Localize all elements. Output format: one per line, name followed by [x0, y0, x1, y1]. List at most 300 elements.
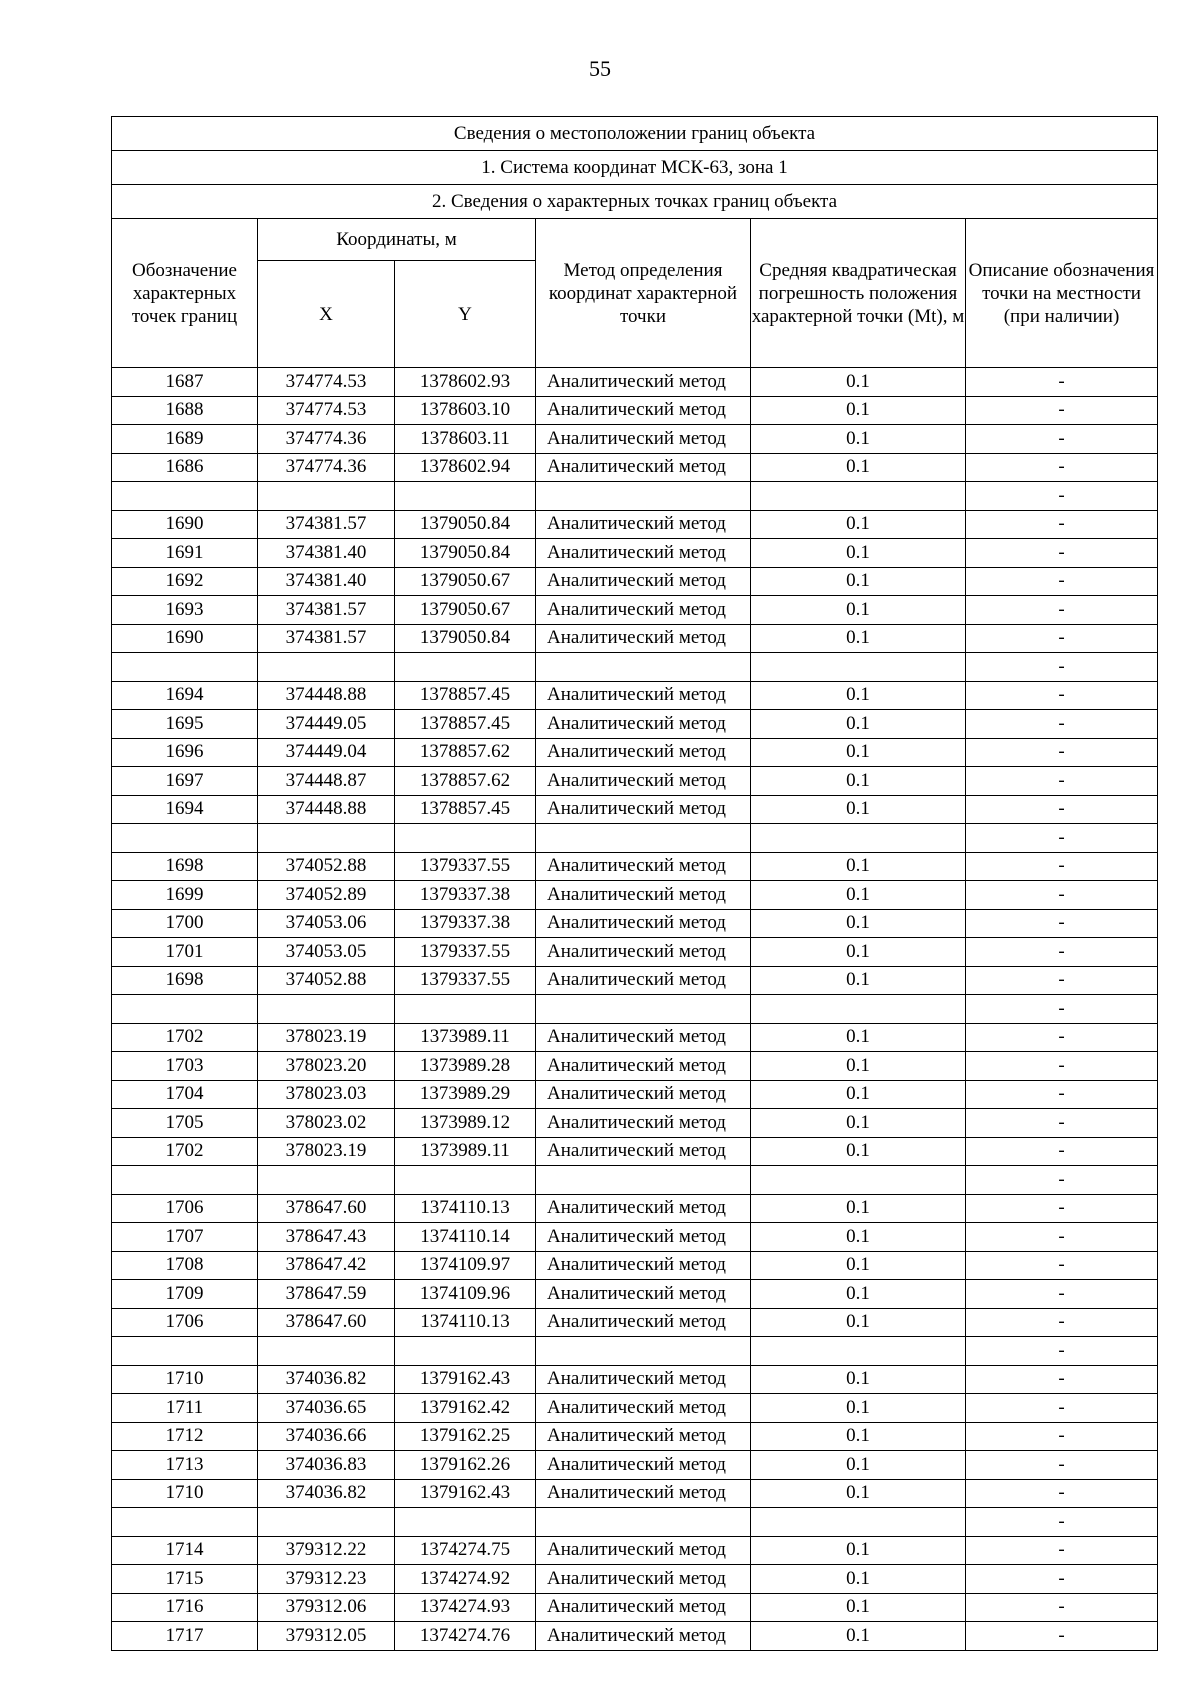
cell-mean-error: 0.1 — [751, 681, 966, 710]
cell-mean-error: 0.1 — [751, 795, 966, 824]
cell-method — [536, 1508, 751, 1537]
table-row — [112, 881, 1158, 910]
cell-point-number: 1690 — [112, 624, 258, 653]
cell-point-number: 1702 — [112, 1137, 258, 1166]
cell-y-coordinate: 1374109.96 — [395, 1280, 536, 1309]
cell-description: - — [966, 1508, 1158, 1537]
cell-x-coordinate: 374052.88 — [258, 852, 395, 881]
cell-x-coordinate: 378647.43 — [258, 1223, 395, 1252]
cell-y-coordinate: 1379162.43 — [395, 1479, 536, 1508]
cell-x-coordinate: 374036.83 — [258, 1451, 395, 1480]
cell-point-number — [112, 1508, 258, 1537]
cell-description: - — [966, 795, 1158, 824]
cell-description: - — [966, 1194, 1158, 1223]
cell-mean-error: 0.1 — [751, 596, 966, 625]
cell-method: Аналитический метод — [536, 396, 751, 425]
cell-point-number: 1698 — [112, 852, 258, 881]
cell-y-coordinate — [395, 995, 536, 1024]
cell-point-number: 1709 — [112, 1280, 258, 1309]
cell-description: - — [966, 1251, 1158, 1280]
table-row — [112, 1422, 1158, 1451]
table-row — [112, 995, 1158, 1024]
cell-point-number: 1686 — [112, 453, 258, 482]
cell-method: Аналитический метод — [536, 881, 751, 910]
cell-mean-error: 0.1 — [751, 510, 966, 539]
table-row — [112, 1622, 1158, 1651]
cell-point-number: 1704 — [112, 1080, 258, 1109]
boundary-points-table — [111, 116, 1158, 1651]
table-row — [112, 1023, 1158, 1052]
cell-method: Аналитический метод — [536, 1080, 751, 1109]
cell-description: - — [966, 881, 1158, 910]
cell-point-number — [112, 653, 258, 682]
cell-point-number: 1701 — [112, 938, 258, 967]
cell-x-coordinate: 374036.82 — [258, 1365, 395, 1394]
cell-y-coordinate: 1379337.55 — [395, 966, 536, 995]
cell-method: Аналитический метод — [536, 1593, 751, 1622]
cell-x-coordinate: 374449.05 — [258, 710, 395, 739]
table-row — [112, 539, 1158, 568]
cell-method: Аналитический метод — [536, 1365, 751, 1394]
cell-point-number: 1694 — [112, 795, 258, 824]
cell-mean-error: 0.1 — [751, 738, 966, 767]
cell-point-number: 1689 — [112, 425, 258, 454]
cell-mean-error: 0.1 — [751, 1109, 966, 1138]
cell-point-number: 1707 — [112, 1223, 258, 1252]
cell-x-coordinate: 374774.53 — [258, 368, 395, 397]
cell-mean-error: 0.1 — [751, 1194, 966, 1223]
cell-method: Аналитический метод — [536, 852, 751, 881]
cell-method: Аналитический метод — [536, 596, 751, 625]
cell-description: - — [966, 681, 1158, 710]
table-row — [112, 1080, 1158, 1109]
cell-description: - — [966, 1394, 1158, 1423]
cell-mean-error: 0.1 — [751, 453, 966, 482]
cell-description: - — [966, 1593, 1158, 1622]
cell-method: Аналитический метод — [536, 1565, 751, 1594]
cell-y-coordinate: 1373989.12 — [395, 1109, 536, 1138]
cell-mean-error — [751, 824, 966, 853]
cell-y-coordinate: 1378603.10 — [395, 396, 536, 425]
cell-point-number: 1710 — [112, 1479, 258, 1508]
cell-description: - — [966, 368, 1158, 397]
cell-x-coordinate: 378023.19 — [258, 1137, 395, 1166]
cell-mean-error: 0.1 — [751, 368, 966, 397]
cell-description: - — [966, 909, 1158, 938]
cell-x-coordinate — [258, 995, 395, 1024]
cell-mean-error: 0.1 — [751, 1536, 966, 1565]
cell-description: - — [966, 1080, 1158, 1109]
cell-method: Аналитический метод — [536, 710, 751, 739]
cell-method: Аналитический метод — [536, 767, 751, 796]
cell-mean-error: 0.1 — [751, 1394, 966, 1423]
cell-y-coordinate: 1378857.62 — [395, 738, 536, 767]
table-row — [112, 1536, 1158, 1565]
table-row — [112, 510, 1158, 539]
cell-mean-error: 0.1 — [751, 881, 966, 910]
cell-point-number: 1716 — [112, 1593, 258, 1622]
cell-x-coordinate — [258, 1337, 395, 1366]
header-point-designation: Обозначение характерных точек границ — [112, 219, 258, 368]
cell-description: - — [966, 1337, 1158, 1366]
cell-x-coordinate: 374448.88 — [258, 795, 395, 824]
cell-y-coordinate: 1374110.14 — [395, 1223, 536, 1252]
cell-y-coordinate: 1373989.11 — [395, 1137, 536, 1166]
cell-point-number: 1694 — [112, 681, 258, 710]
cell-method: Аналитический метод — [536, 1422, 751, 1451]
cell-description: - — [966, 1365, 1158, 1394]
cell-mean-error: 0.1 — [751, 966, 966, 995]
cell-x-coordinate: 379312.05 — [258, 1622, 395, 1651]
cell-method: Аналитический метод — [536, 510, 751, 539]
cell-mean-error — [751, 1166, 966, 1195]
cell-method: Аналитический метод — [536, 624, 751, 653]
cell-x-coordinate: 379312.06 — [258, 1593, 395, 1622]
cell-method: Аналитический метод — [536, 1023, 751, 1052]
cell-mean-error: 0.1 — [751, 938, 966, 967]
table-row — [112, 596, 1158, 625]
cell-x-coordinate: 378647.60 — [258, 1308, 395, 1337]
cell-x-coordinate — [258, 824, 395, 853]
cell-mean-error: 0.1 — [751, 624, 966, 653]
table-row — [112, 681, 1158, 710]
cell-mean-error: 0.1 — [751, 1308, 966, 1337]
cell-point-number — [112, 1337, 258, 1366]
cell-description: - — [966, 1052, 1158, 1081]
cell-mean-error: 0.1 — [751, 1451, 966, 1480]
table-row — [112, 909, 1158, 938]
table-row — [112, 567, 1158, 596]
cell-method: Аналитический метод — [536, 567, 751, 596]
cell-y-coordinate: 1378857.45 — [395, 795, 536, 824]
cell-y-coordinate: 1374274.76 — [395, 1622, 536, 1651]
cell-description: - — [966, 596, 1158, 625]
cell-y-coordinate — [395, 653, 536, 682]
cell-y-coordinate: 1374110.13 — [395, 1308, 536, 1337]
cell-mean-error — [751, 1508, 966, 1537]
cell-y-coordinate — [395, 482, 536, 511]
cell-point-number: 1692 — [112, 567, 258, 596]
table-row — [112, 425, 1158, 454]
cell-y-coordinate: 1373989.29 — [395, 1080, 536, 1109]
table-row — [112, 1365, 1158, 1394]
header-coordinates: Координаты, м — [258, 219, 536, 261]
cell-method: Аналитический метод — [536, 966, 751, 995]
cell-y-coordinate: 1379162.43 — [395, 1365, 536, 1394]
table-row — [112, 966, 1158, 995]
cell-y-coordinate: 1379050.84 — [395, 510, 536, 539]
cell-description: - — [966, 425, 1158, 454]
cell-x-coordinate: 374053.06 — [258, 909, 395, 938]
cell-mean-error: 0.1 — [751, 1622, 966, 1651]
cell-mean-error — [751, 1337, 966, 1366]
cell-point-number: 1714 — [112, 1536, 258, 1565]
header-x: X — [258, 261, 395, 368]
cell-mean-error: 0.1 — [751, 1251, 966, 1280]
cell-method: Аналитический метод — [536, 1251, 751, 1280]
cell-method: Аналитический метод — [536, 681, 751, 710]
cell-mean-error: 0.1 — [751, 425, 966, 454]
cell-description: - — [966, 938, 1158, 967]
cell-point-number: 1711 — [112, 1394, 258, 1423]
cell-point-number: 1712 — [112, 1422, 258, 1451]
cell-x-coordinate: 374381.57 — [258, 510, 395, 539]
cell-y-coordinate: 1378602.93 — [395, 368, 536, 397]
cell-method — [536, 995, 751, 1024]
cell-method: Аналитический метод — [536, 795, 751, 824]
cell-method: Аналитический метод — [536, 1052, 751, 1081]
cell-method: Аналитический метод — [536, 1280, 751, 1309]
cell-description: - — [966, 1622, 1158, 1651]
cell-description: - — [966, 738, 1158, 767]
cell-method: Аналитический метод — [536, 368, 751, 397]
table-row — [112, 1593, 1158, 1622]
page-number: 55 — [589, 56, 611, 81]
table-row — [112, 767, 1158, 796]
cell-x-coordinate: 378647.60 — [258, 1194, 395, 1223]
cell-method: Аналитический метод — [536, 1479, 751, 1508]
cell-description: - — [966, 567, 1158, 596]
cell-x-coordinate: 374052.89 — [258, 881, 395, 910]
cell-x-coordinate: 378023.20 — [258, 1052, 395, 1081]
cell-y-coordinate: 1379337.38 — [395, 881, 536, 910]
cell-point-number: 1695 — [112, 710, 258, 739]
table-row — [112, 710, 1158, 739]
cell-point-number: 1690 — [112, 510, 258, 539]
cell-y-coordinate: 1373989.28 — [395, 1052, 536, 1081]
cell-description: - — [966, 1137, 1158, 1166]
table-row — [112, 1223, 1158, 1252]
cell-x-coordinate: 374448.87 — [258, 767, 395, 796]
cell-description: - — [966, 1451, 1158, 1480]
cell-description: - — [966, 653, 1158, 682]
table-row — [112, 1394, 1158, 1423]
cell-point-number: 1702 — [112, 1023, 258, 1052]
cell-x-coordinate — [258, 653, 395, 682]
cell-point-number: 1710 — [112, 1365, 258, 1394]
cell-y-coordinate: 1378857.45 — [395, 710, 536, 739]
cell-method: Аналитический метод — [536, 453, 751, 482]
table-row — [112, 1166, 1158, 1195]
cell-x-coordinate: 378023.19 — [258, 1023, 395, 1052]
cell-description: - — [966, 1023, 1158, 1052]
cell-method — [536, 1166, 751, 1195]
cell-method: Аналитический метод — [536, 1194, 751, 1223]
cell-point-number: 1706 — [112, 1308, 258, 1337]
cell-method: Аналитический метод — [536, 1308, 751, 1337]
table-row — [112, 852, 1158, 881]
cell-x-coordinate: 374381.40 — [258, 539, 395, 568]
cell-point-number: 1697 — [112, 767, 258, 796]
cell-y-coordinate — [395, 1508, 536, 1537]
table-row — [112, 824, 1158, 853]
table-row — [112, 795, 1158, 824]
table-row — [112, 453, 1158, 482]
table-body — [112, 368, 1158, 1651]
cell-method — [536, 482, 751, 511]
cell-y-coordinate: 1379162.25 — [395, 1422, 536, 1451]
cell-method — [536, 653, 751, 682]
table-row — [112, 1337, 1158, 1366]
cell-description: - — [966, 1280, 1158, 1309]
cell-description: - — [966, 852, 1158, 881]
cell-mean-error — [751, 482, 966, 511]
cell-point-number: 1713 — [112, 1451, 258, 1480]
points-section-title: 2. Сведения о характерных точках границ объекта — [112, 185, 1158, 219]
cell-description: - — [966, 1479, 1158, 1508]
cell-x-coordinate: 374036.65 — [258, 1394, 395, 1423]
cell-y-coordinate: 1379050.84 — [395, 539, 536, 568]
cell-y-coordinate — [395, 1166, 536, 1195]
cell-point-number: 1699 — [112, 881, 258, 910]
cell-method: Аналитический метод — [536, 1109, 751, 1138]
cell-y-coordinate: 1374110.13 — [395, 1194, 536, 1223]
header-mean-error: Средняя квадратическая погрешность положения характерной точки (Mt), м — [751, 219, 966, 368]
table-row — [112, 1280, 1158, 1309]
cell-mean-error: 0.1 — [751, 396, 966, 425]
cell-description: - — [966, 966, 1158, 995]
cell-method: Аналитический метод — [536, 539, 751, 568]
cell-x-coordinate: 374449.04 — [258, 738, 395, 767]
table-row — [112, 1451, 1158, 1480]
cell-mean-error — [751, 995, 966, 1024]
cell-description: - — [966, 1422, 1158, 1451]
cell-point-number — [112, 824, 258, 853]
cell-point-number: 1696 — [112, 738, 258, 767]
cell-x-coordinate: 374053.05 — [258, 938, 395, 967]
cell-description: - — [966, 482, 1158, 511]
cell-y-coordinate — [395, 824, 536, 853]
cell-y-coordinate: 1378857.62 — [395, 767, 536, 796]
cell-x-coordinate: 374774.53 — [258, 396, 395, 425]
cell-y-coordinate: 1374274.92 — [395, 1565, 536, 1594]
cell-description: - — [966, 510, 1158, 539]
table-row — [112, 1109, 1158, 1138]
cell-description: - — [966, 539, 1158, 568]
cell-y-coordinate: 1378603.11 — [395, 425, 536, 454]
cell-x-coordinate: 374036.66 — [258, 1422, 395, 1451]
cell-x-coordinate: 378023.02 — [258, 1109, 395, 1138]
cell-method: Аналитический метод — [536, 938, 751, 967]
cell-method: Аналитический метод — [536, 1223, 751, 1252]
cell-x-coordinate: 374381.40 — [258, 567, 395, 596]
cell-description: - — [966, 1166, 1158, 1195]
cell-mean-error: 0.1 — [751, 1280, 966, 1309]
cell-method: Аналитический метод — [536, 909, 751, 938]
cell-x-coordinate: 374774.36 — [258, 425, 395, 454]
cell-y-coordinate: 1378602.94 — [395, 453, 536, 482]
cell-x-coordinate: 378647.42 — [258, 1251, 395, 1280]
cell-description: - — [966, 1223, 1158, 1252]
cell-y-coordinate: 1379162.42 — [395, 1394, 536, 1423]
cell-y-coordinate — [395, 1337, 536, 1366]
cell-mean-error: 0.1 — [751, 909, 966, 938]
cell-mean-error: 0.1 — [751, 1223, 966, 1252]
table-row — [112, 1479, 1158, 1508]
cell-method: Аналитический метод — [536, 1137, 751, 1166]
table-row — [112, 1508, 1158, 1537]
table-row — [112, 1565, 1158, 1594]
table-title: Сведения о местоположении границ объекта — [112, 117, 1158, 151]
coordinate-system-title: 1. Система координат МСК-63, зона 1 — [112, 151, 1158, 185]
table-row — [112, 1251, 1158, 1280]
cell-x-coordinate: 374774.36 — [258, 453, 395, 482]
cell-x-coordinate: 374052.88 — [258, 966, 395, 995]
table-row — [112, 738, 1158, 767]
table-row — [112, 938, 1158, 967]
cell-mean-error: 0.1 — [751, 1593, 966, 1622]
cell-mean-error: 0.1 — [751, 1080, 966, 1109]
cell-mean-error: 0.1 — [751, 539, 966, 568]
table-row — [112, 653, 1158, 682]
cell-description: - — [966, 1565, 1158, 1594]
cell-y-coordinate: 1379050.84 — [395, 624, 536, 653]
cell-point-number: 1698 — [112, 966, 258, 995]
table-row — [112, 1052, 1158, 1081]
cell-mean-error: 0.1 — [751, 852, 966, 881]
cell-point-number: 1687 — [112, 368, 258, 397]
cell-mean-error: 0.1 — [751, 767, 966, 796]
cell-point-number: 1693 — [112, 596, 258, 625]
cell-point-number — [112, 1166, 258, 1195]
header-description: Описание обозначения точки на местности (при наличии) — [966, 219, 1158, 368]
cell-y-coordinate: 1378857.45 — [395, 681, 536, 710]
cell-x-coordinate — [258, 482, 395, 511]
table-row — [112, 1137, 1158, 1166]
cell-description: - — [966, 1308, 1158, 1337]
cell-point-number: 1706 — [112, 1194, 258, 1223]
cell-description: - — [966, 1536, 1158, 1565]
cell-mean-error: 0.1 — [751, 710, 966, 739]
table-row — [112, 482, 1158, 511]
cell-x-coordinate: 379312.22 — [258, 1536, 395, 1565]
cell-y-coordinate: 1379050.67 — [395, 596, 536, 625]
cell-y-coordinate: 1379162.26 — [395, 1451, 536, 1480]
cell-method — [536, 1337, 751, 1366]
cell-mean-error — [751, 653, 966, 682]
cell-point-number: 1691 — [112, 539, 258, 568]
table-row — [112, 396, 1158, 425]
cell-description: - — [966, 995, 1158, 1024]
table-row — [112, 624, 1158, 653]
cell-mean-error: 0.1 — [751, 567, 966, 596]
cell-mean-error: 0.1 — [751, 1365, 966, 1394]
cell-point-number: 1715 — [112, 1565, 258, 1594]
cell-y-coordinate: 1379050.67 — [395, 567, 536, 596]
cell-description: - — [966, 396, 1158, 425]
cell-mean-error: 0.1 — [751, 1565, 966, 1594]
table-row — [112, 1308, 1158, 1337]
cell-y-coordinate: 1374274.93 — [395, 1593, 536, 1622]
cell-point-number — [112, 482, 258, 511]
cell-method: Аналитический метод — [536, 1622, 751, 1651]
cell-method: Аналитический метод — [536, 1394, 751, 1423]
cell-method: Аналитический метод — [536, 1451, 751, 1480]
cell-method — [536, 824, 751, 853]
cell-y-coordinate: 1379337.38 — [395, 909, 536, 938]
cell-point-number: 1708 — [112, 1251, 258, 1280]
cell-y-coordinate: 1379337.55 — [395, 852, 536, 881]
cell-y-coordinate: 1373989.11 — [395, 1023, 536, 1052]
cell-method: Аналитический метод — [536, 738, 751, 767]
cell-description: - — [966, 767, 1158, 796]
cell-point-number: 1705 — [112, 1109, 258, 1138]
table-row — [112, 1194, 1158, 1223]
cell-x-coordinate: 378023.03 — [258, 1080, 395, 1109]
cell-method: Аналитический метод — [536, 1536, 751, 1565]
header-method: Метод определения координат характерной точки — [536, 219, 751, 368]
cell-point-number: 1703 — [112, 1052, 258, 1081]
